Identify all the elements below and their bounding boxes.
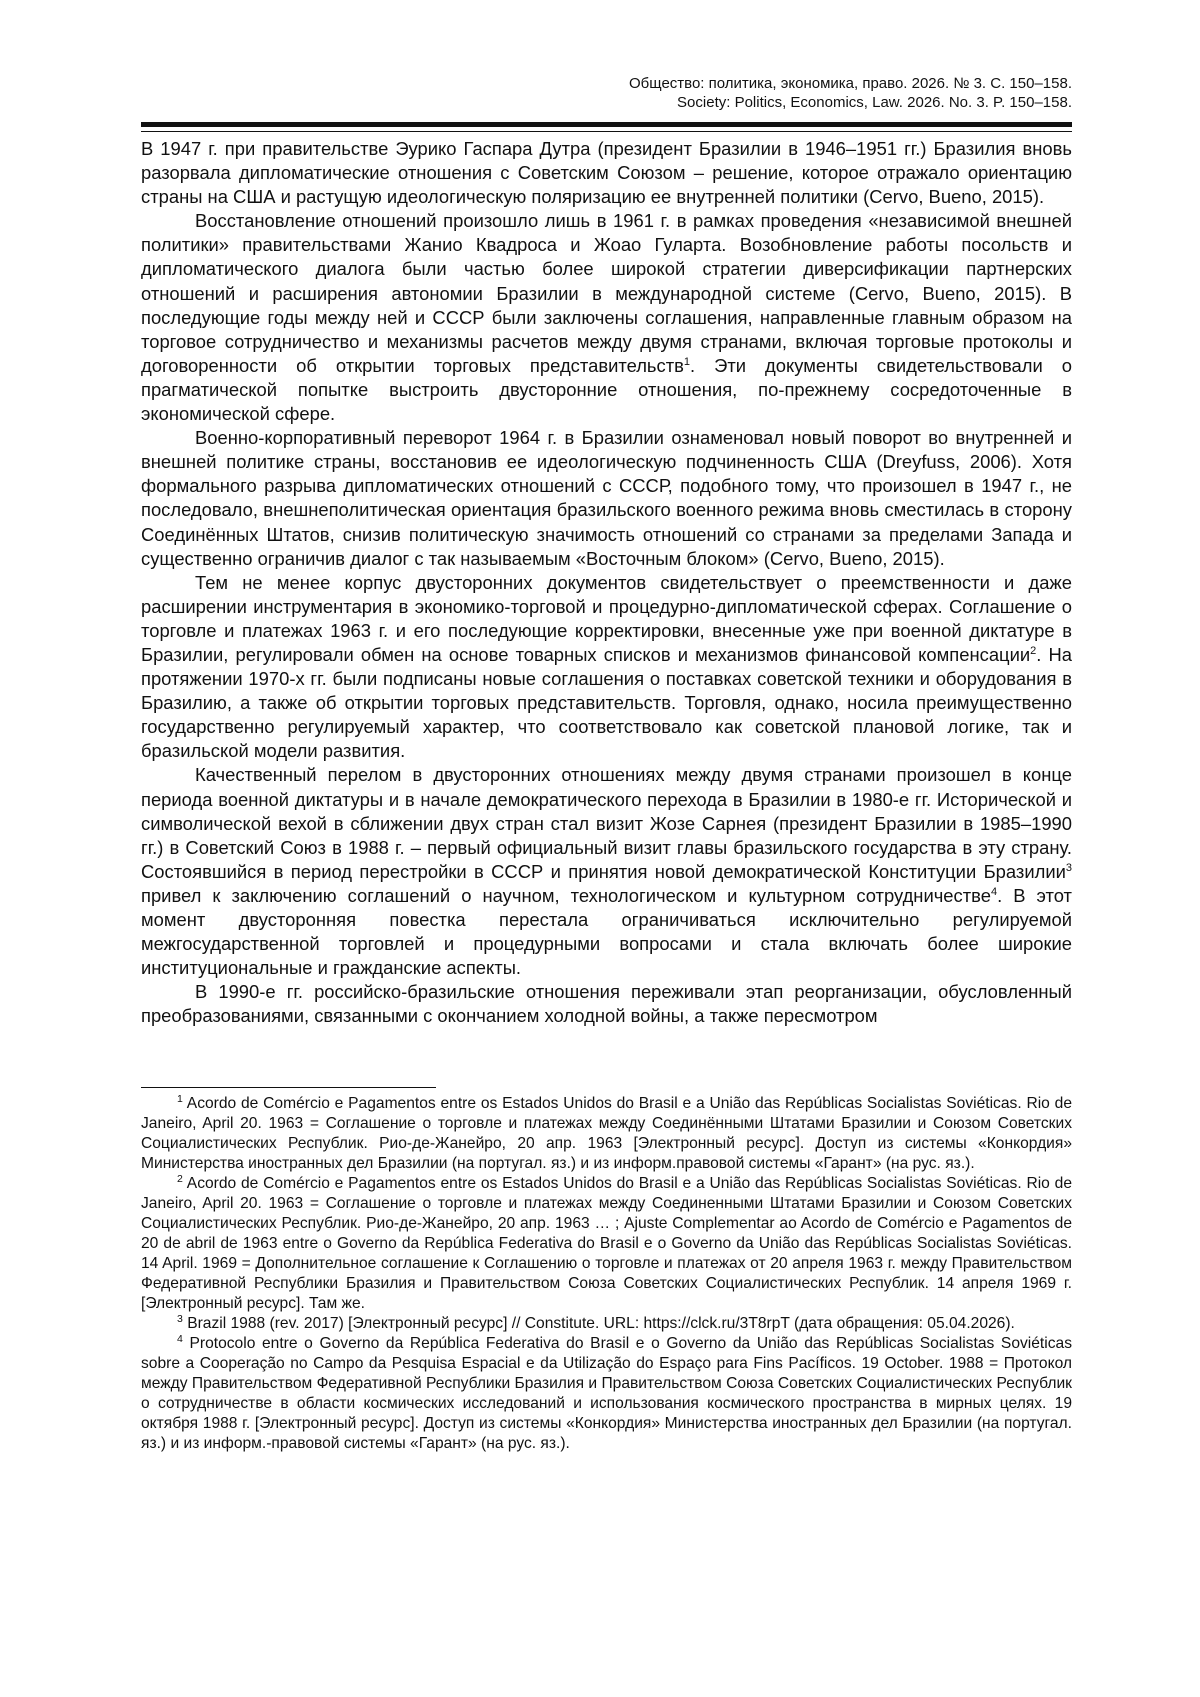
paragraph-2: Восстановление отношений произошло лишь в 1961 г. в рамках проведения «независимой внешней политики» правительствами Жанио Квадроса и Жоао Гуларта. Возобновление работы посольств и дипломатического диалога были частью более широкой стратегии диверсификации партнерских отношений и расширения автономии Бразилии в международной системе (Cervo, Bueno, 2015). В последующие годы между ней и СССР были заключены соглашения, направленные главным образом на торговое сотрудничество и механизмы расчетов между двумя странами, включая торговые протоколы и договоренности об открытии торговых представительств$^1$. Эти документы свидетельствовали о прагматической попытке выстроить двусторонние отношения, по-прежнему сосредоточенные в экономической сфере. [141, 210, 1072, 425]
footnote-ref-4[interactable]: 4 [990, 885, 998, 898]
footnote-separator [141, 1087, 436, 1088]
header-citation-en: Society: Politics, Economics, Law. 2026. No. 3. P. 150–158. [677, 94, 1072, 111]
article-body [141, 137, 1072, 1028]
paragraph-4: Тем не менее корпус двусторонних документов свидетельствует о преемственности и даже расширении инструментария в экономико-торговой и процедурно-дипломатической сферах. Соглашение о торговле и платежах 1963 г. и его последующие корректировки, внесенные уже при военной диктатуре в Бразилии, регулировали обмен на основе товарных списков и механизмов финансовой компенсации$^2$. На протяжении 1970-х гг. были подписаны новые соглашения о поставках советской техники и оборудования в Бразилию, а также об открытии торговых представительств. Торговля, однако, носила преимущественно государственно регулируемый характер, что соответствовало как советской плановой логике, так и бразильской модели развития. [141, 571, 1073, 762]
paragraph-1: В 1947 г. при правительстве Эурико Гаспара Дутра (президент Бразилии в 1946–1951 гг.) Бразилия вновь разорвала дипломатические отношения с Советским Союзом – решение, которое отражало ориентацию страны на США и растущую идеологическую поляризацию ее внутренней политики (Cervo, Bueno, 2015). [141, 138, 1072, 208]
footnote-ref-3[interactable]: 3 [1065, 861, 1072, 874]
header-citation-ru: Общество: политика, экономика, право. 2026. № 3. С. 150–158. [629, 75, 1072, 92]
footnote-ref-2[interactable]: 2 [1030, 644, 1037, 657]
paragraph-5: Качественный перелом в двусторонних отношениях между двумя странами произошел в конце периода военной диктатуры и в начале демократического перехода в Бразилии в 1980-е гг. Исторической и символической вехой в сближении двух стран стал визит Жозе Сарнея (президент Бразилии в 1985–1990 гг.) в Советский Союз в 1988 г. – первый официальный визит главы бразильского государства в эту страну. Состоявшийся в период перестройки в СССР и принятия новой демократической Конституции Бразилии$^3$ привел к заключению соглашений о научном, технологическом и культурном сотрудничестве$^4$. В этот момент двусторонняя повестка перестала ограничиваться исключительно регулируемой межгосударственной торговлей и процедурными вопросами и стала включать более широкие институциональные и гражданские аспекты. [141, 764, 1072, 979]
footnote-2: $^2$ Acordo de Comércio e Pagamentos entre os Estados Unidos do Brasil e a União das Repúblicas Socialistas Soviéticas. Rio de Janeiro, April 20. 1963 = Соглашение о торговле и платежах между Соединенными Штатами Бразилии и Союзом Советских Социалистических Республик. Рио-де-Жанейро, 20 апр. 1963 … ; Ajuste Complementar ao Acordo de Comércio e Pagamentos de 20 de abril de 1963 entre o Governo da República Federativa do Brasil e o Governo da União das Repúblicas Socialistas Soviéticas. 14 April. 1969 = Дополнительное соглашение к Соглашению о торговле и платежах от 20 апреля 1963 г. между Правительством Федеративной Республики Бразилия и Правительством Союза Советских Социалистических Республик. 14 апреля 1969 г. [Электронный ресурс]. Там же. [141, 1172, 1072, 1312]
running-header [629, 74, 1072, 112]
paragraph-3: Военно-корпоративный переворот 1964 г. в Бразилии ознаменовал новый поворот во внутренней и внешней политике страны, восстановив ее идеологическую подчиненность США (Dreyfuss, 2006). Хотя формального разрыва дипломатических отношений с СССР, подобного тому, что произошел в 1947 г., не последовало, внешнеполитическая ориентация бразильского военного режима вновь сместилась в сторону Соединённых Штатов, снизив политическую значимость отношений со странами за пределами Запада и существенно ограничив диалог с так называемым «Восточным блоком» (Cervo, Bueno, 2015). [141, 427, 1072, 569]
header-rule-thick [141, 122, 1072, 127]
header-rule-thin [141, 131, 1072, 132]
footnote-1: $^1$ Acordo de Comércio e Pagamentos entre os Estados Unidos do Brasil e a União das Repúblicas Socialistas Soviéticas. Rio de Janeiro, April 20. 1963 = Соглашение о торговле и платежах между Соединёнными Штатами Бразилии и Союзом Советских Социалистических Республик. Рио-де-Жанейро, 20 апр. 1963 [Электронный ресурс]. Доступ из системы «Конкордия» Министерства иностранных дел Бразилии (на португал. яз.) и из информ.правовой системы «Гарант» (на рус. яз.). [141, 1092, 1072, 1172]
footnote-ref-1[interactable]: 1 [683, 355, 691, 368]
footnote-3: $^3$ Brazil 1988 (rev. 2017) [Электронный ресурс] // Constitute. URL: https://clck.ru/3T8rpT (дата обращения: 05.04.2026). [177, 1312, 1015, 1332]
paragraph-6: В 1990-е гг. российско-бразильские отношения переживали этап реорганизации, обусловленный преобразованиями, связанными с окончанием холодной войны, а также пересмотром [141, 981, 1072, 1027]
footnotes [141, 1094, 1072, 1454]
footnote-4: $^4$ Protocolo entre o Governo da República Federativa do Brasil e o Governo da União das Repúblicas Socialistas Soviéticas sobre a Cooperação no Campo da Pesquisa Espacial e da Utilização do Espaço para Fins Pacíficos. 19 October. 1988 = Протокол между Правительством Федеративной Республики Бразилия и Правительством Союза Советских Социалистических Республик о сотрудничестве в области космических исследований и использования космического пространства в мирных целях. 19 октября 1988 г. [Электронный ресурс]. Доступ из системы «Конкордия» Министерства иностранных дел Бразилии (на португал. яз.) и из информ.-правовой системы «Гарант» (на рус. яз.). [141, 1332, 1072, 1452]
